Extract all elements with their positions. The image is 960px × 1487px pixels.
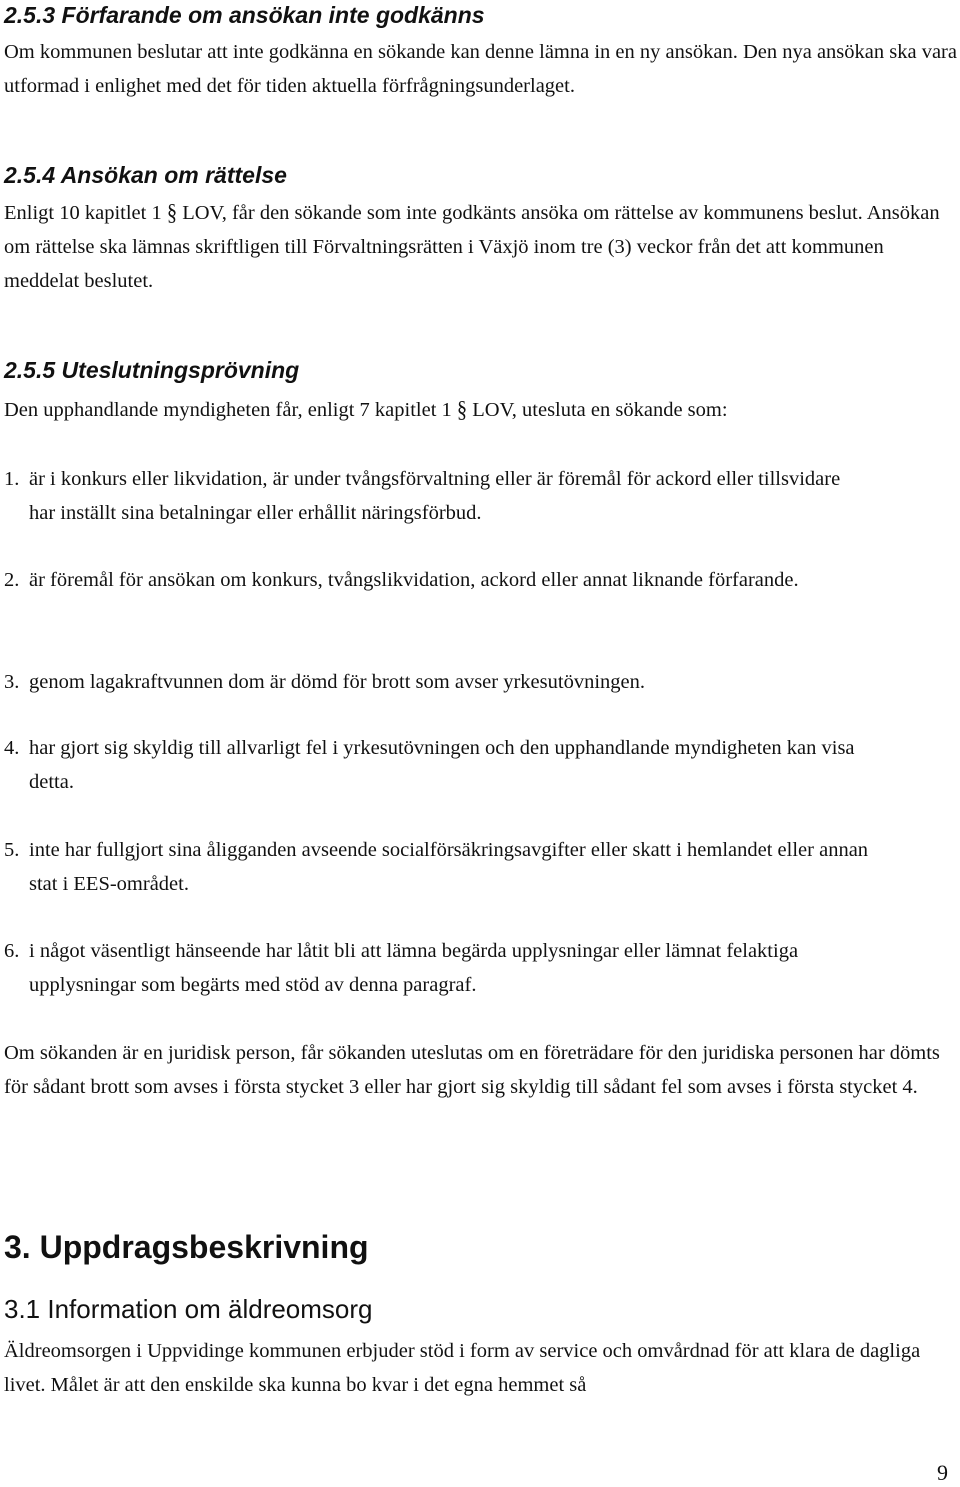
list-item-1 [4,462,864,530]
heading-2-5-4: 2.5.4 Ansökan om rättelse [4,162,287,188]
list-number: 4. [4,737,20,759]
intro-part-a: Den upphandlande myndigheten får, enligt 7 kapitlet 1 [4,399,452,421]
list-number: 5. [4,839,20,861]
list-number: 1. [4,468,20,490]
list-text: i något väsentligt hänseende har låtit bli att lämna begärda upplysningar eller lämnat felaktiga upplysningar som begärts med stöd av denna paragraf. [29,940,799,996]
list-item-2 [4,563,899,597]
paragraph-2-5-4-part-b: LOV, får den sökande som inte godkänts ansöka om rättelse av kommunens beslut. Ansökan om rättelse ska lämnas skriftligen till Förvaltningsrätten i Växjö inom tre (3) veckor från det att kommunen meddelat beslutet. [4,202,940,292]
heading-2-5-5: 2.5.5 Uteslutningsprövning [4,357,300,383]
paragraph-2-5-5-intro [4,393,959,427]
paragraph-sign: § [166,200,178,226]
list-number: 2. [4,569,20,591]
list-item-6 [4,934,849,1002]
heading-2-5-3: 2.5.3 Förfarande om ansökan inte godkänns [4,2,485,28]
paragraph-2-5-4 [4,196,959,298]
page-number: 9 [937,1460,948,1485]
paragraph-sign: § [456,397,468,423]
list-item-5 [4,833,874,901]
paragraph-3-1: Äldreomsorgen i Uppvidinge kommunen erbjuder stöd i form av service och omvårdnad för att klara de dagliga livet. Målet är att den enskilde ska kunna bo kvar i det egna hemmet så [4,1340,921,1396]
heading-3: 3. Uppdragsbeskrivning [4,1229,369,1265]
list-number: 3. [4,671,20,693]
paragraph-2-5-3: Om kommunen beslutar att inte godkänna en sökande kan denne lämna in en ny ansökan. Den nya ansökan ska vara utformad i enlighet med det för tiden aktuella förfrågningsunderlaget. [4,41,957,97]
list-text: är i konkurs eller likvidation, är under tvångsförvaltning eller är föremål för ackord eller tillsvidare har inställt sina betalningar eller erhållit näringsförbud. [29,468,841,524]
list-item-3 [4,665,929,699]
list-text: har gjort sig skyldig till allvarligt fel i yrkesutövningen och den upphandlande myndigheten kan visa detta. [29,737,855,793]
heading-3-1: 3.1 Information om äldreomsorg [4,1294,373,1324]
paragraph-2-5-4-part-a: Enligt 10 kapitlet 1 [4,202,162,224]
paragraph-2-5-5-closing: Om sökanden är en juridisk person, får sökanden uteslutas om en företrädare för den juridiska personen har dömts för sådant brott som avses i första stycket 3 eller har gjort sig skyldig till sådant fel som avses i första stycket 4. [4,1042,940,1098]
list-number: 6. [4,940,20,962]
list-text: inte har fullgjort sina åligganden avseende socialförsäkringsavgifter eller skatt i hemlandet eller annan stat i EES-området. [29,839,869,895]
list-text: är föremål för ansökan om konkurs, tvångslikvidation, ackord eller annat liknande förfarande. [29,569,799,591]
list-item-4 [4,731,859,799]
intro-part-b: LOV, utesluta en sökande som: [467,399,728,421]
list-text: genom lagakraftvunnen dom är dömd för brott som avser yrkesutövningen. [29,671,645,693]
